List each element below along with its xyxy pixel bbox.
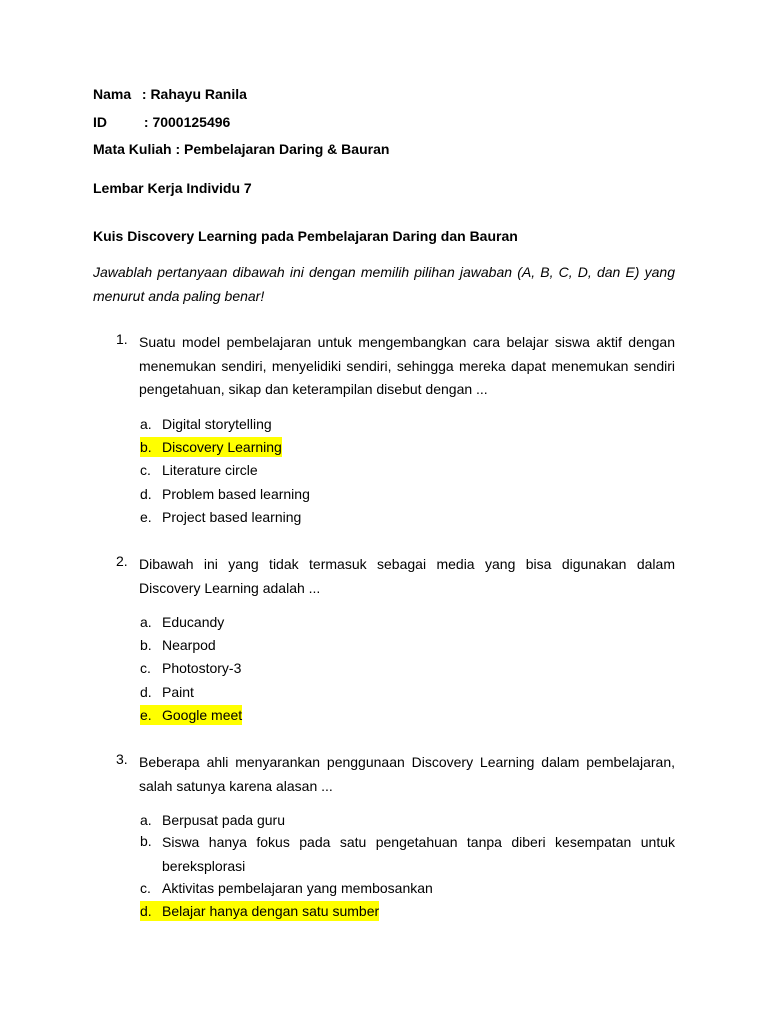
option-c[interactable] — [140, 878, 675, 901]
option-d[interactable] — [140, 484, 675, 507]
question-number: 2. — [116, 553, 128, 569]
question-3-options — [140, 810, 675, 925]
option-b-selected[interactable] — [140, 437, 675, 460]
option-letter: b. — [140, 637, 152, 654]
option-b[interactable] — [140, 831, 675, 878]
student-name-line — [93, 86, 247, 102]
option-text: Digital storytelling — [162, 416, 272, 432]
student-id-line — [93, 114, 230, 130]
option-text: Educandy — [162, 614, 225, 630]
name-label: Nama — [93, 86, 132, 102]
question-number: 3. — [116, 751, 128, 767]
option-text: Literature circle — [162, 462, 258, 479]
id-value: : 7000125496 — [143, 114, 231, 130]
question-1 — [93, 331, 675, 402]
option-text: Google meet — [162, 706, 243, 723]
question-number: 1. — [116, 331, 128, 347]
option-text: Nearpod — [162, 637, 216, 654]
option-text: Siswa hanya fokus pada satu pengetahuan tanpa diberi kesempatan untuk bereksplorasi — [162, 834, 675, 874]
option-letter: d. — [140, 683, 152, 700]
option-a[interactable] — [140, 810, 675, 833]
option-letter: c. — [140, 462, 151, 479]
option-text: Belajar hanya dengan satu sumber — [162, 903, 380, 920]
id-label: ID — [93, 114, 107, 130]
name-value: : Rahayu Ranila — [141, 86, 247, 102]
option-text: Berpusat pada guru — [162, 812, 285, 828]
option-e-selected[interactable] — [140, 705, 675, 728]
course-label: Mata Kuliah — [93, 141, 172, 157]
option-e[interactable] — [140, 507, 675, 530]
question-2 — [93, 553, 675, 600]
option-letter: c. — [140, 660, 151, 677]
option-letter: a. — [140, 614, 152, 630]
option-letter: d. — [140, 485, 152, 502]
option-text: Project based learning — [162, 508, 302, 525]
option-text: Paint — [162, 683, 194, 700]
option-c[interactable] — [140, 658, 675, 681]
question-text: Beberapa ahli menyarankan penggunaan Discovery Learning dalam pembelajaran, salah satunya karena alasan ... — [139, 754, 675, 794]
option-letter: d. — [140, 901, 164, 921]
option-b[interactable] — [140, 635, 675, 658]
option-text: Discovery Learning — [162, 439, 282, 456]
option-letter: b. — [140, 833, 152, 850]
question-1-options — [140, 414, 675, 530]
question-text: Suatu model pembelajaran untuk mengembangkan cara belajar siswa aktif dengan menemukan sendiri, menyelidiki sendiri, sehingga mereka dapat menemukan sendiri pengetahuan, sikap dan keterampilan disebut dengan ... — [139, 334, 675, 397]
option-text: Aktivitas pembelajaran yang membosankan — [162, 880, 433, 897]
option-text: Photostory-3 — [162, 660, 242, 677]
option-d[interactable] — [140, 682, 675, 705]
option-c[interactable] — [140, 460, 675, 483]
option-d-selected[interactable] — [140, 901, 675, 924]
course-line — [93, 141, 389, 157]
instruction-text: Jawablah pertanyaan dibawah ini dengan memilih pilihan jawaban (A, B, C, D, dan E) yang menurut anda paling benar! — [93, 264, 675, 304]
option-letter: b. — [140, 437, 164, 457]
worksheet-title: Lembar Kerja Individu 7 — [93, 180, 252, 196]
option-letter: e. — [140, 705, 164, 725]
question-3 — [93, 751, 675, 798]
option-a[interactable] — [140, 414, 675, 437]
question-text: Dibawah ini yang tidak termasuk sebagai media yang bisa digunakan dalam Discovery Learning adalah ... — [139, 556, 675, 596]
option-letter: e. — [140, 508, 152, 525]
option-text: Problem based learning — [162, 485, 310, 502]
option-letter: a. — [140, 812, 152, 828]
quiz-title: Kuis Discovery Learning pada Pembelajaran Daring dan Bauran — [93, 228, 518, 244]
course-value: : Pembelajaran Daring & Bauran — [175, 141, 390, 157]
option-a[interactable] — [140, 612, 675, 635]
option-letter: c. — [140, 880, 151, 897]
question-2-options — [140, 612, 675, 728]
option-letter: a. — [140, 416, 152, 432]
